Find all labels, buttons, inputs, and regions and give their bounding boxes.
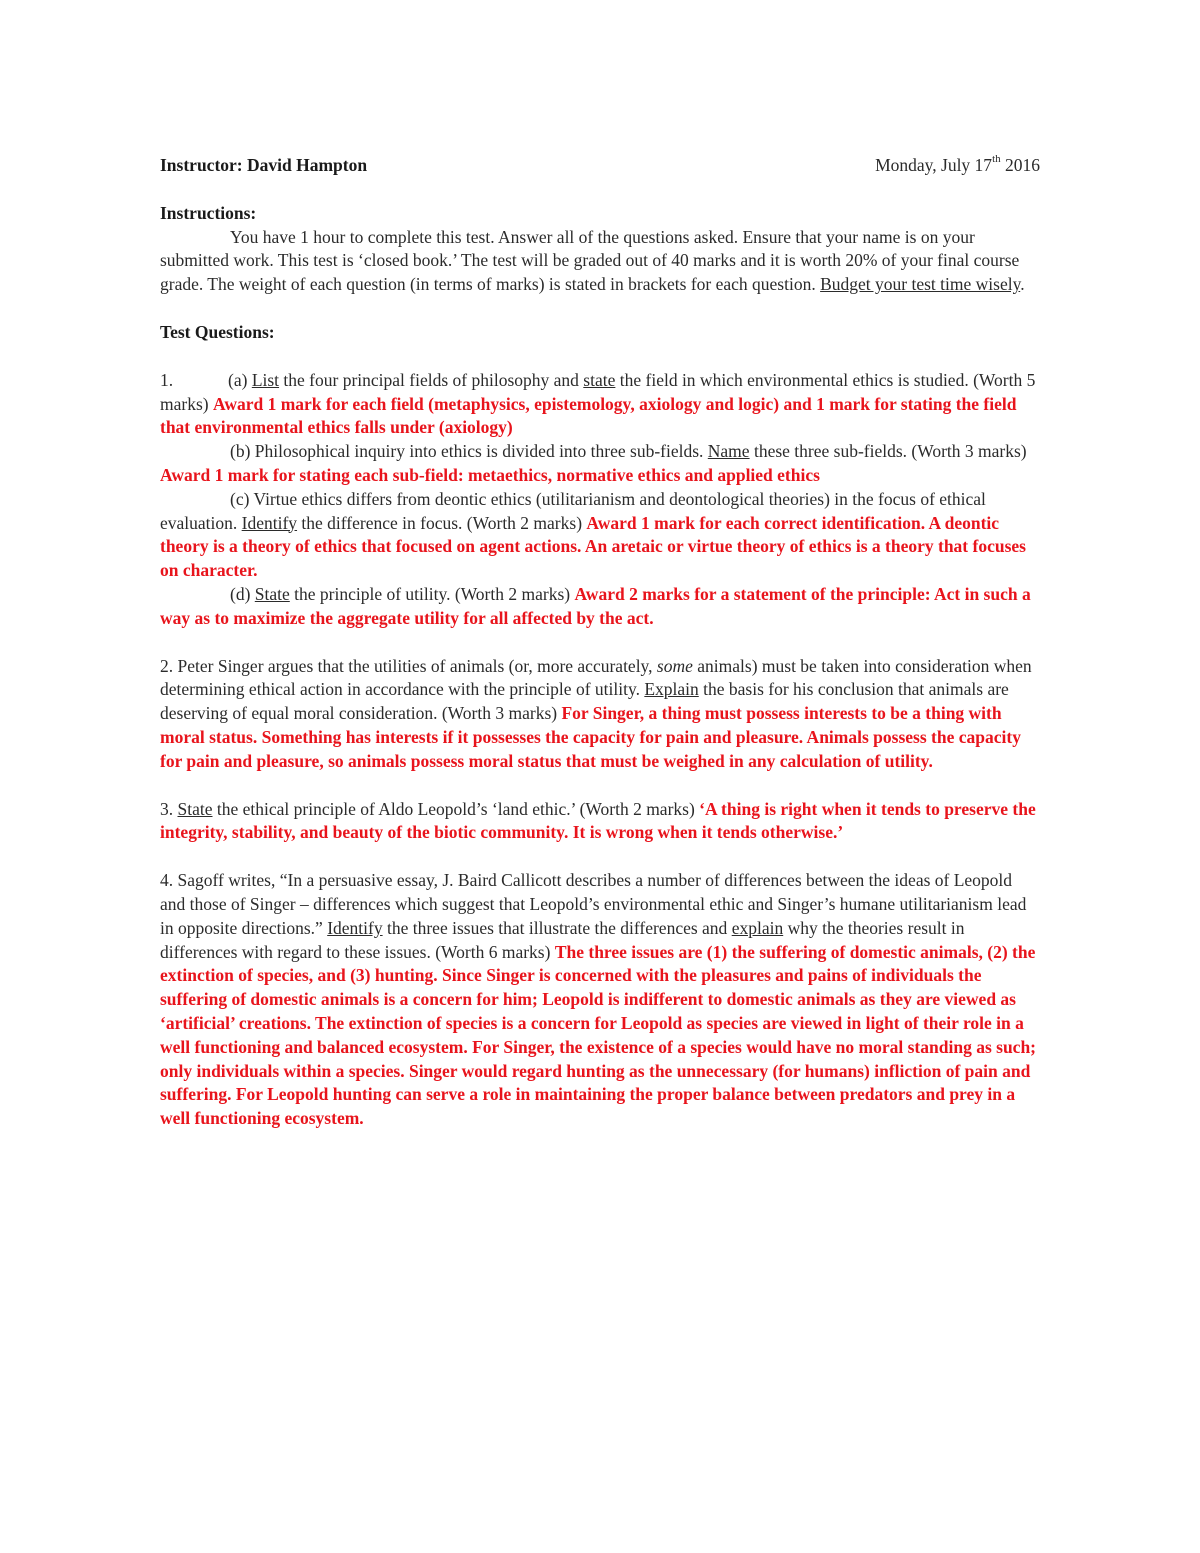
q1b-answer: Award 1 mark for stating each sub-field: metaethics, normative ethics and applied ethics	[160, 464, 820, 485]
q1d-rest: the principle of utility. (Worth 2 marks)	[289, 583, 575, 604]
question-1c	[160, 488, 1040, 583]
q2-mid: animals) must be taken into consideration when determining ethical action in accordance with the principle of utility.	[160, 655, 1032, 700]
instructions-end: .	[1020, 274, 1025, 295]
q1b-label: (b) Philosophical inquiry into ethics is divided into three sub-fields.	[230, 441, 708, 462]
instructions-text	[160, 226, 1040, 297]
q1a-verb-state: state	[583, 369, 616, 390]
q1a-rest: the field in which environmental ethics is studied. (Worth 5 marks)	[160, 369, 1036, 414]
q1d-answer: Award 2 marks for a statement of the principle: Act in such a way as to maximize the aggregate utility for all affected by the act.	[160, 583, 1031, 628]
instructor-name: Instructor: David Hampton	[160, 155, 368, 175]
q1d-verb: State	[254, 583, 290, 604]
document-header	[160, 154, 1040, 178]
q1c-label: (c) Virtue ethics differs from deontic ethics (utilitarianism and deontological theories) in the focus of ethical evaluation.	[160, 488, 986, 533]
q1a-label: (a)	[228, 369, 252, 390]
question-3	[160, 798, 1040, 846]
q3-start: 3.	[160, 798, 178, 819]
q4-verb-explain: explain	[731, 917, 784, 938]
q1c-rest: the difference in focus. (Worth 2 marks)	[297, 512, 587, 533]
question-2	[160, 655, 1040, 774]
instructions-budget: Budget your test time wisely	[820, 274, 1021, 295]
q1a-verb-list: List	[251, 369, 280, 390]
instructions-heading: Instructions:	[160, 202, 257, 223]
instructions-body: You have 1 hour to complete this test. Answer all of the questions asked. Ensure that your name is on your submitted work. This test is ‘closed book.’ The test will be graded out of 40 marks and it is worth 20% of your final course grade. The weight of each question (in terms of marks) is stated in brackets for each question.	[160, 226, 1020, 295]
q1d-label: (d)	[230, 583, 255, 604]
q4-mid: the three issues that illustrate the differences and	[382, 917, 732, 938]
question-1a	[160, 369, 1040, 440]
test-date	[875, 154, 1040, 178]
q1b-rest: these three sub-fields. (Worth 3 marks)	[749, 441, 1027, 462]
test-questions-heading: Test Questions:	[160, 321, 275, 342]
q2-verb: Explain	[644, 679, 699, 700]
q4-verb-identify: Identify	[327, 917, 383, 938]
question-1-number: 1.	[160, 369, 174, 390]
q4-answer: The three issues are (1) the suffering of domestic animals, (2) the extinction of species, and (3) hunting. Since Singer is concerned with the pleasures and pains of individuals the suffering of domestic animals is a concern for him; Leopold is indifferent to domestic animals as they are viewed as ‘artificial’ creations. The extinction of species is a concern for Leopold as species are viewed in light of their role in a well functioning and balanced ecosystem. For Singer, the existence of a species would have no moral standing as such; only individuals within a species. Singer would regard hunting as the unnecessary (for humans) infliction of pain and suffering. For Leopold hunting can serve a role in maintaining the proper balance between predators and prey in a well functioning ecosystem.	[160, 941, 1036, 1129]
q3-rest: the ethical principle of Aldo Leopold’s ‘land ethic.’ (Worth 2 marks)	[212, 798, 700, 819]
q1b-verb: Name	[707, 441, 750, 462]
q1a-mid: the four principal fields of philosophy and	[279, 369, 584, 390]
q3-answer: ‘A thing is right when it tends to preserve the integrity, stability, and beauty of the biotic community. It is wrong when it tends otherwise.’	[160, 798, 1036, 843]
q2-start: 2. Peter Singer argues that the utilities of animals (or, more accurately,	[160, 655, 657, 676]
q2-some: some	[656, 655, 693, 676]
q4-rest: why the theories result in differences with regard to these issues. (Worth 6 marks)	[160, 917, 965, 962]
q1c-verb: Identify	[241, 512, 298, 533]
test-date-main: Monday, July 17	[875, 155, 993, 175]
q2-answer: For Singer, a thing must possess interests to be a thing with moral status. Something has interests if it possesses the capacity for pain and pleasure. Animals possess the capacity for pain and pleasure, so animals possess moral status that must be weighed in any calculation of utility.	[160, 703, 1021, 771]
question-4	[160, 869, 1040, 1131]
question-1d	[160, 583, 1040, 631]
q2-rest: the basis for his conclusion that animals are deserving of equal moral consideration. (Worth 3 marks)	[160, 679, 1009, 724]
test-document	[160, 150, 1040, 1131]
q3-verb: State	[177, 798, 213, 819]
test-date-suffix: th	[992, 153, 1001, 166]
question-1b	[160, 440, 1040, 488]
test-date-year: 2016	[1000, 155, 1040, 175]
q1c-answer: Award 1 mark for each correct identification. A deontic theory is a theory of ethics that focused on agent actions. An aretaic or virtue theory of ethics is a theory that focuses on character.	[160, 512, 1026, 581]
q4-start: 4. Sagoff writes, “In a persuasive essay, J. Baird Callicott describes a number of differences between the ideas of Leopold and those of Singer – differences which suggest that Leopold’s environmental ethic and Singer’s humane utilitarianism lead in opposite directions.”	[160, 870, 1027, 938]
q1a-answer: Award 1 mark for each field (metaphysics, epistemology, axiology and logic) and 1 mark for stating the field that environmental ethics falls under (axiology)	[160, 393, 1017, 438]
